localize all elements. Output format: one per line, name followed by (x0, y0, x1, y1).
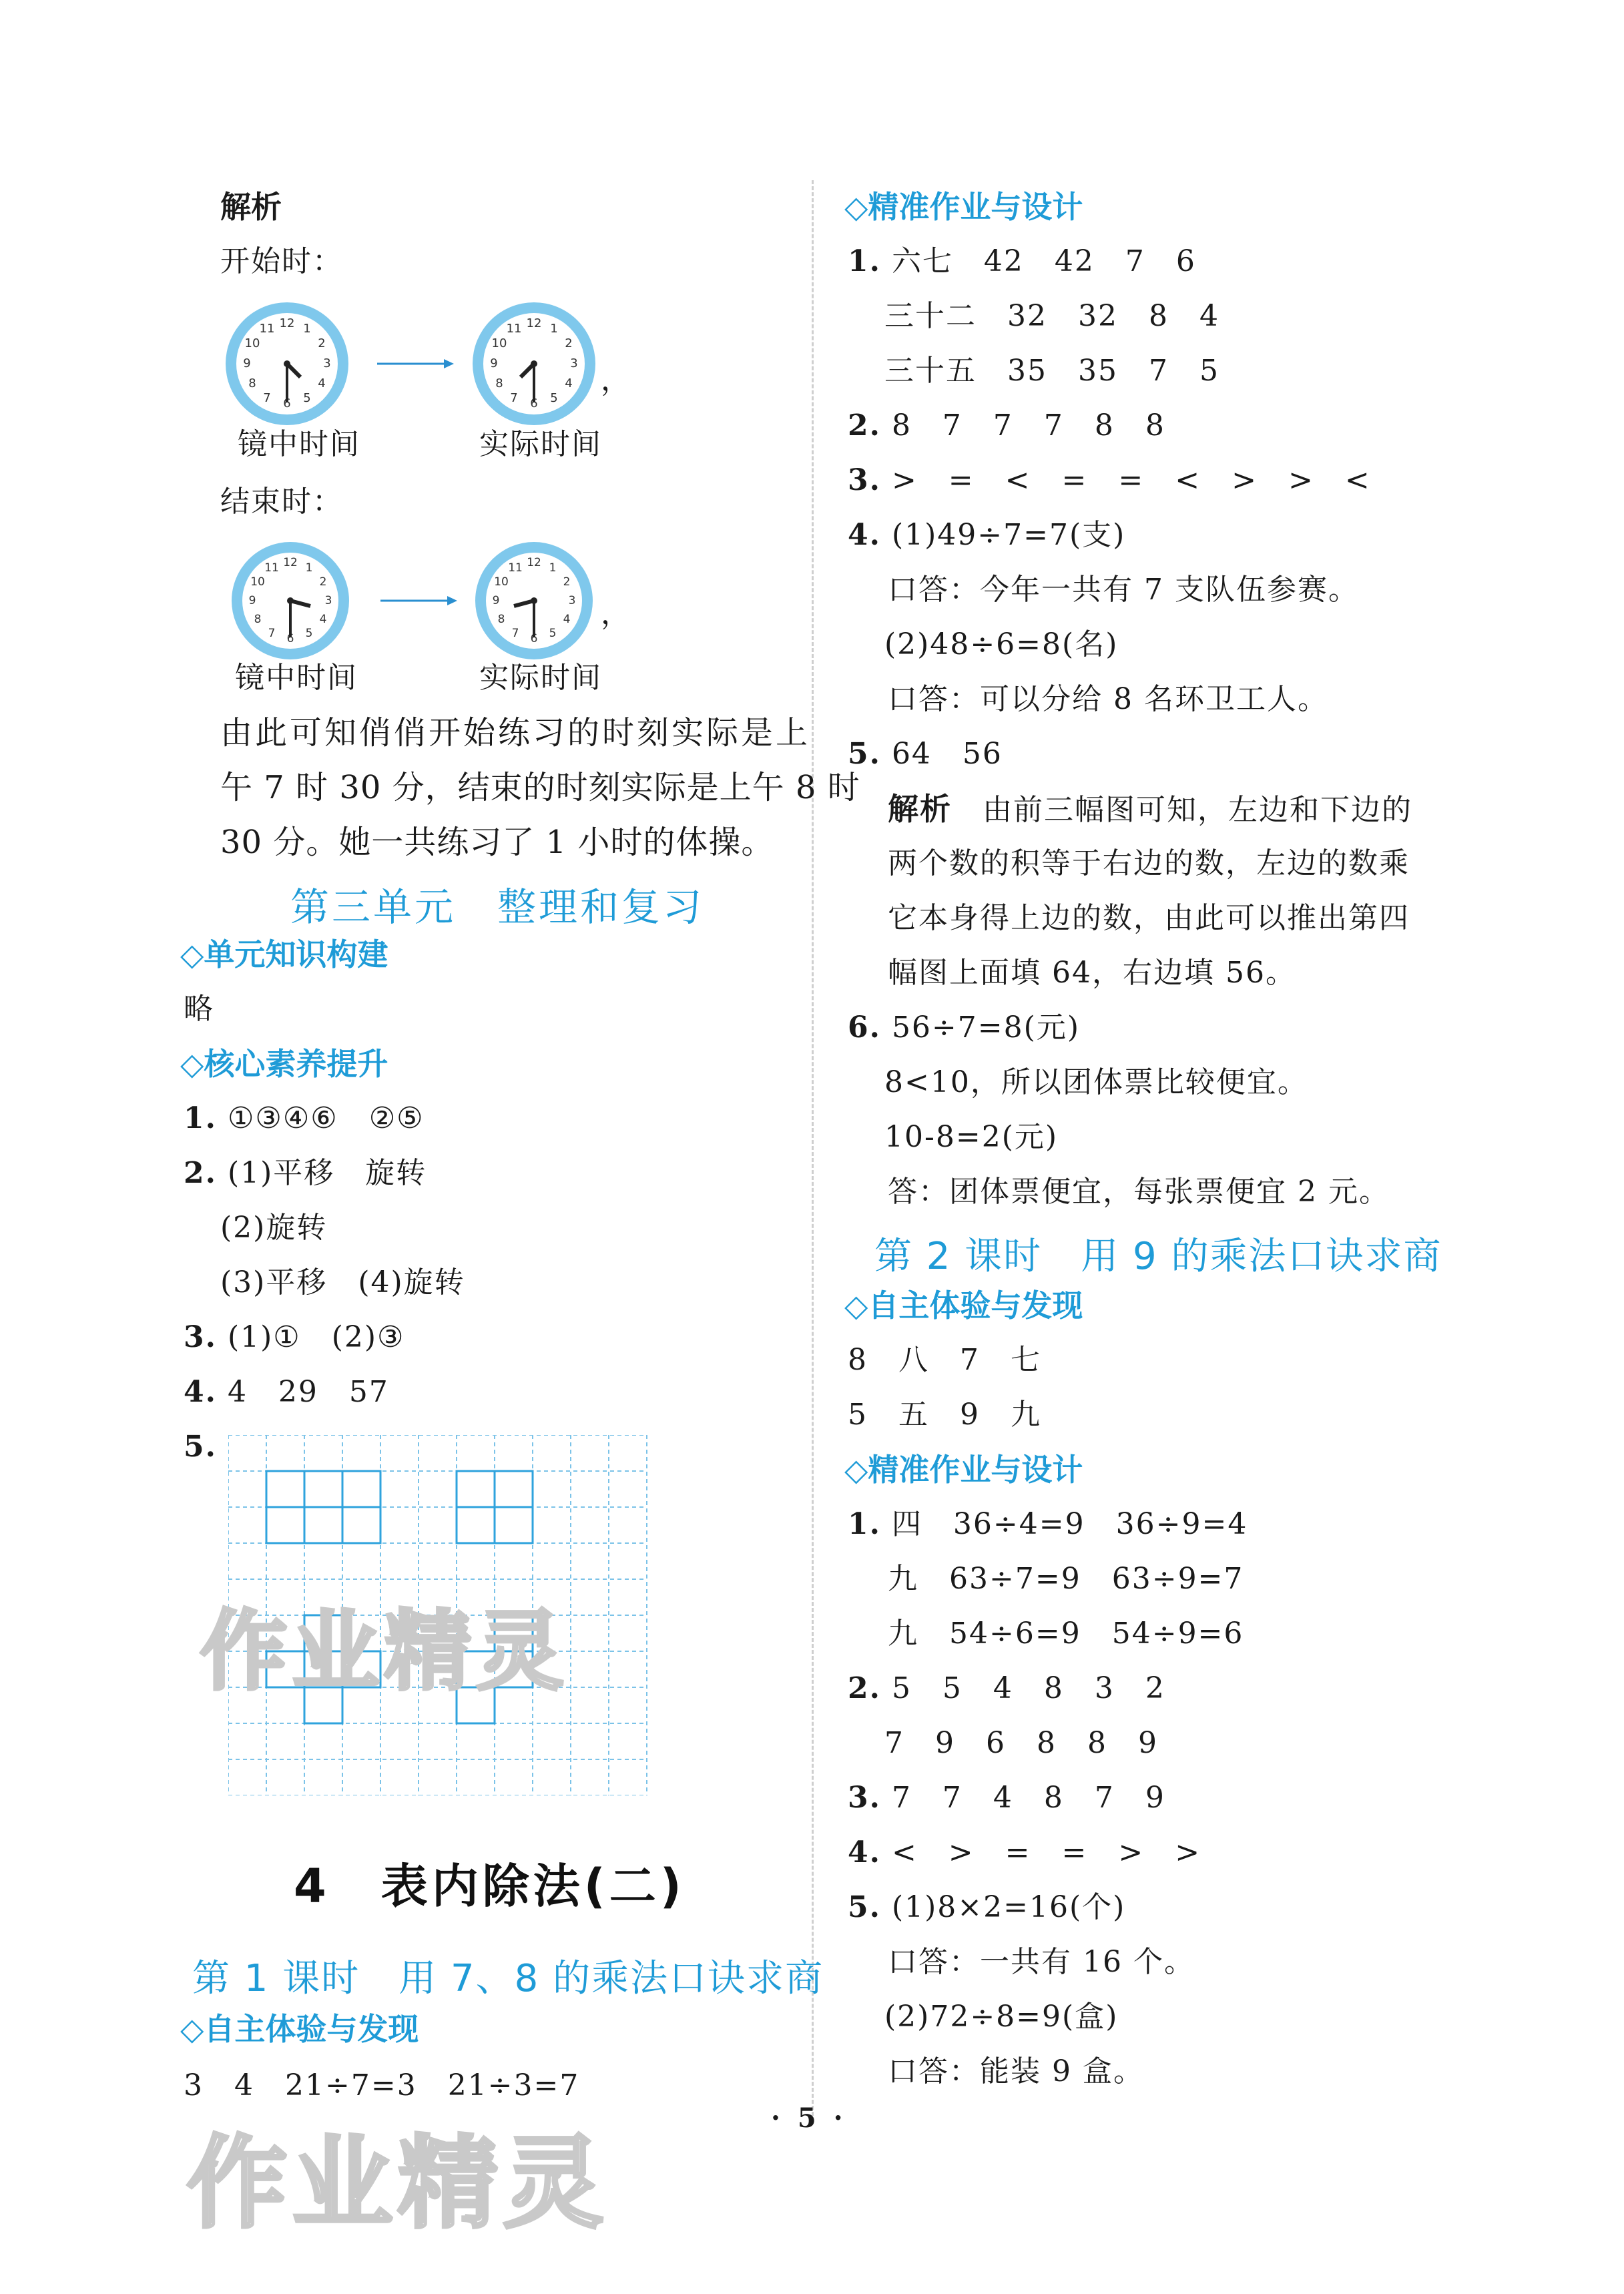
svg-text:10: 10 (491, 336, 507, 350)
practice-5: 5. (1)8×2=16(个) (848, 1890, 1126, 1924)
self-1-answer: 3 4 21÷7=3 21÷3=7 (184, 2068, 580, 2102)
svg-text:3: 3 (324, 594, 332, 607)
answer-5-analysis: 解析 由前三幅图可知，左边和下边的 (888, 791, 1412, 827)
knowledge-text: 略 (184, 992, 214, 1026)
svg-text:11: 11 (259, 322, 275, 336)
clock-icon (226, 302, 348, 425)
svg-text:1: 1 (305, 561, 313, 575)
practice-1: 1. 四 36÷4=9 36÷9=4 (848, 1507, 1248, 1541)
svg-text:2: 2 (563, 575, 571, 589)
practice-5-line-4: 口答：能装 9 盒。 (888, 2054, 1144, 2088)
answer-2: 2. 8 7 7 7 8 8 (848, 408, 1165, 443)
shape-upper-right (457, 1471, 533, 1543)
lesson-2-title: 第 2 课时 用 9 的乘法口诀求商 (874, 1235, 1442, 1278)
answer-6-line-3: 10-8=2(元) (884, 1120, 1059, 1154)
practice-4: 4. < > = = > > (848, 1835, 1201, 1870)
svg-text:3: 3 (568, 594, 576, 607)
question-2-part-2: (2)旋转 (220, 1211, 328, 1245)
svg-text:11: 11 (508, 561, 523, 575)
svg-text:9: 9 (492, 594, 500, 607)
answer-5-analysis-line-4: 幅图上面填 64，右边填 56。 (888, 956, 1296, 990)
answer-6-line-2: 8<10，所以团体票比较便宜。 (884, 1065, 1308, 1099)
svg-text:9: 9 (490, 356, 498, 370)
answer-6: 6. 56÷7=8(元) (848, 1011, 1080, 1045)
svg-text:12: 12 (527, 556, 541, 569)
svg-text:3: 3 (323, 356, 331, 370)
svg-text:9: 9 (243, 356, 251, 370)
answer-6-line-4: 答：团体票便宜，每张票便宜 2 元。 (888, 1175, 1390, 1209)
section-precise-2-heading: ◇精准作业与设计 (844, 1452, 1083, 1488)
lesson-1-title: 第 1 课时 用 7、8 的乘法口诀求商 (192, 1957, 824, 2000)
question-3: 3. (1)① (2)③ (184, 1320, 405, 1354)
answer-5-analysis-line-3: 它本身得上边的数，由此可以推出第四 (888, 901, 1410, 935)
practice-5-line-2: 口答：一共有 16 个。 (888, 1945, 1195, 1979)
svg-text:10: 10 (244, 336, 260, 350)
page-number: · 5 · (771, 2102, 847, 2134)
practice-2-line-2: 7 9 6 8 8 9 (884, 1726, 1158, 1760)
svg-text:5: 5 (549, 627, 557, 640)
end-label: 结束时： (220, 485, 343, 519)
section-precise-1-heading: ◇精准作业与设计 (844, 189, 1083, 225)
svg-text:3: 3 (570, 356, 578, 370)
clocks-comma: ， (601, 363, 631, 397)
answer-1-line-3: 三十五 35 35 7 5 (884, 354, 1220, 388)
svg-text:11: 11 (506, 322, 522, 336)
practice-1-line-3: 九 54÷6=9 54÷9=6 (888, 1617, 1244, 1651)
svg-text:7: 7 (268, 627, 276, 640)
end-clocks-figure (220, 539, 614, 673)
unit-title: 第三单元 整理和复习 (290, 884, 705, 930)
start-label: 开始时： (220, 244, 343, 278)
svg-text:4: 4 (318, 376, 326, 390)
answer-1: 1. 六七 42 42 7 6 (848, 244, 1196, 278)
svg-text:10: 10 (494, 575, 509, 589)
svg-text:8: 8 (248, 376, 256, 390)
question-2-part-3: (3)平移 (4)旋转 (220, 1265, 465, 1300)
svg-text:1: 1 (303, 322, 311, 336)
clocks-comma-2: ， (601, 597, 631, 631)
question-2: 2. (1)平移 旋转 (184, 1156, 427, 1190)
actual-time-label: 实际时间 (479, 427, 602, 461)
answer-5-analysis-line-2: 两个数的积等于右边的数，左边的数乘 (888, 846, 1410, 880)
svg-text:6: 6 (286, 632, 294, 645)
arrow-icon (377, 359, 454, 368)
section-self-2-heading: ◇自主体验与发现 (844, 1287, 1083, 1324)
question-5: 5. (184, 1430, 217, 1464)
svg-text:12: 12 (526, 316, 542, 330)
column-divider (812, 180, 814, 2116)
actual-time-label-2: 实际时间 (479, 661, 602, 695)
answer-4: 4. (1)49÷7=7(支) (848, 518, 1126, 552)
svg-text:7: 7 (510, 391, 518, 405)
practice-1-line-2: 九 63÷7=9 63÷9=7 (888, 1562, 1244, 1596)
clock-icon (232, 542, 349, 659)
svg-text:2: 2 (565, 336, 573, 350)
self-2-line-2: 5 五 9 九 (848, 1398, 1041, 1432)
svg-text:12: 12 (279, 316, 295, 330)
svg-text:7: 7 (263, 391, 271, 405)
conclusion-line-2: 午 7 时 30 分，结束的时刻实际是上午 8 时 (220, 769, 860, 806)
svg-text:8: 8 (495, 376, 503, 390)
svg-text:10: 10 (250, 575, 265, 589)
svg-text:2: 2 (319, 575, 327, 589)
svg-text:12: 12 (283, 556, 298, 569)
svg-text:9: 9 (248, 594, 256, 607)
answer-5: 5. 64 56 (848, 737, 1003, 771)
section-self-1-heading: ◇自主体验与发现 (180, 2011, 419, 2047)
section-core-heading: ◇核心素养提升 (180, 1046, 388, 1082)
svg-text:5: 5 (303, 391, 311, 405)
watermark-2: 作业精灵 (187, 2126, 609, 2242)
svg-text:5: 5 (305, 627, 313, 640)
svg-text:6: 6 (530, 632, 538, 645)
answer-4-line-3: (2)48÷6=8(名) (884, 627, 1119, 661)
conclusion-line-1: 由此可知俏俏开始练习的时刻实际是上 (220, 714, 811, 752)
answer-4-line-2: 口答：今年一共有 7 支队伍参赛。 (888, 573, 1359, 607)
chapter-title: 4 表内除法(二) (294, 1859, 686, 1914)
svg-text:6: 6 (530, 396, 538, 410)
question-4: 4. 4 29 57 (184, 1375, 389, 1409)
shape-upper-left (266, 1471, 380, 1543)
section-knowledge-heading: ◇单元知识构建 (180, 936, 388, 972)
svg-text:4: 4 (563, 613, 571, 626)
svg-text:8: 8 (254, 613, 262, 626)
svg-text:4: 4 (565, 376, 573, 390)
practice-2: 2. 5 5 4 8 3 2 (848, 1671, 1165, 1705)
svg-text:2: 2 (318, 336, 326, 350)
svg-text:5: 5 (550, 391, 558, 405)
answer-3: 3. > = < = = < > > < (848, 463, 1371, 497)
question-1: 1. ①③④⑥ ②⑤ (184, 1101, 425, 1135)
answer-4-line-4: 口答：可以分给 8 名环卫工人。 (888, 682, 1328, 716)
svg-text:4: 4 (319, 613, 327, 626)
svg-text:8: 8 (497, 613, 505, 626)
arrow-icon (380, 596, 457, 605)
svg-text:1: 1 (550, 322, 558, 336)
practice-5-line-3: (2)72÷8=9(盒) (884, 2000, 1119, 2034)
svg-text:6: 6 (283, 396, 291, 410)
mirror-time-label-2: 镜中时间 (235, 661, 358, 695)
clock-icon (475, 542, 593, 659)
clock-icon (473, 302, 595, 425)
analysis-heading: 解析 (220, 189, 282, 225)
conclusion-line-3: 30 分。她一共练习了 1 小时的体操。 (220, 824, 774, 861)
svg-text:7: 7 (511, 627, 519, 640)
mirror-time-label: 镜中时间 (238, 427, 360, 461)
svg-text:1: 1 (549, 561, 557, 575)
watermark: 作业精灵 (200, 1601, 569, 1702)
svg-text:11: 11 (264, 561, 279, 575)
answer-1-line-2: 三十二 32 32 8 4 (884, 299, 1220, 333)
practice-3: 3. 7 7 4 8 7 9 (848, 1781, 1165, 1815)
self-2-line-1: 8 八 7 七 (848, 1343, 1041, 1377)
